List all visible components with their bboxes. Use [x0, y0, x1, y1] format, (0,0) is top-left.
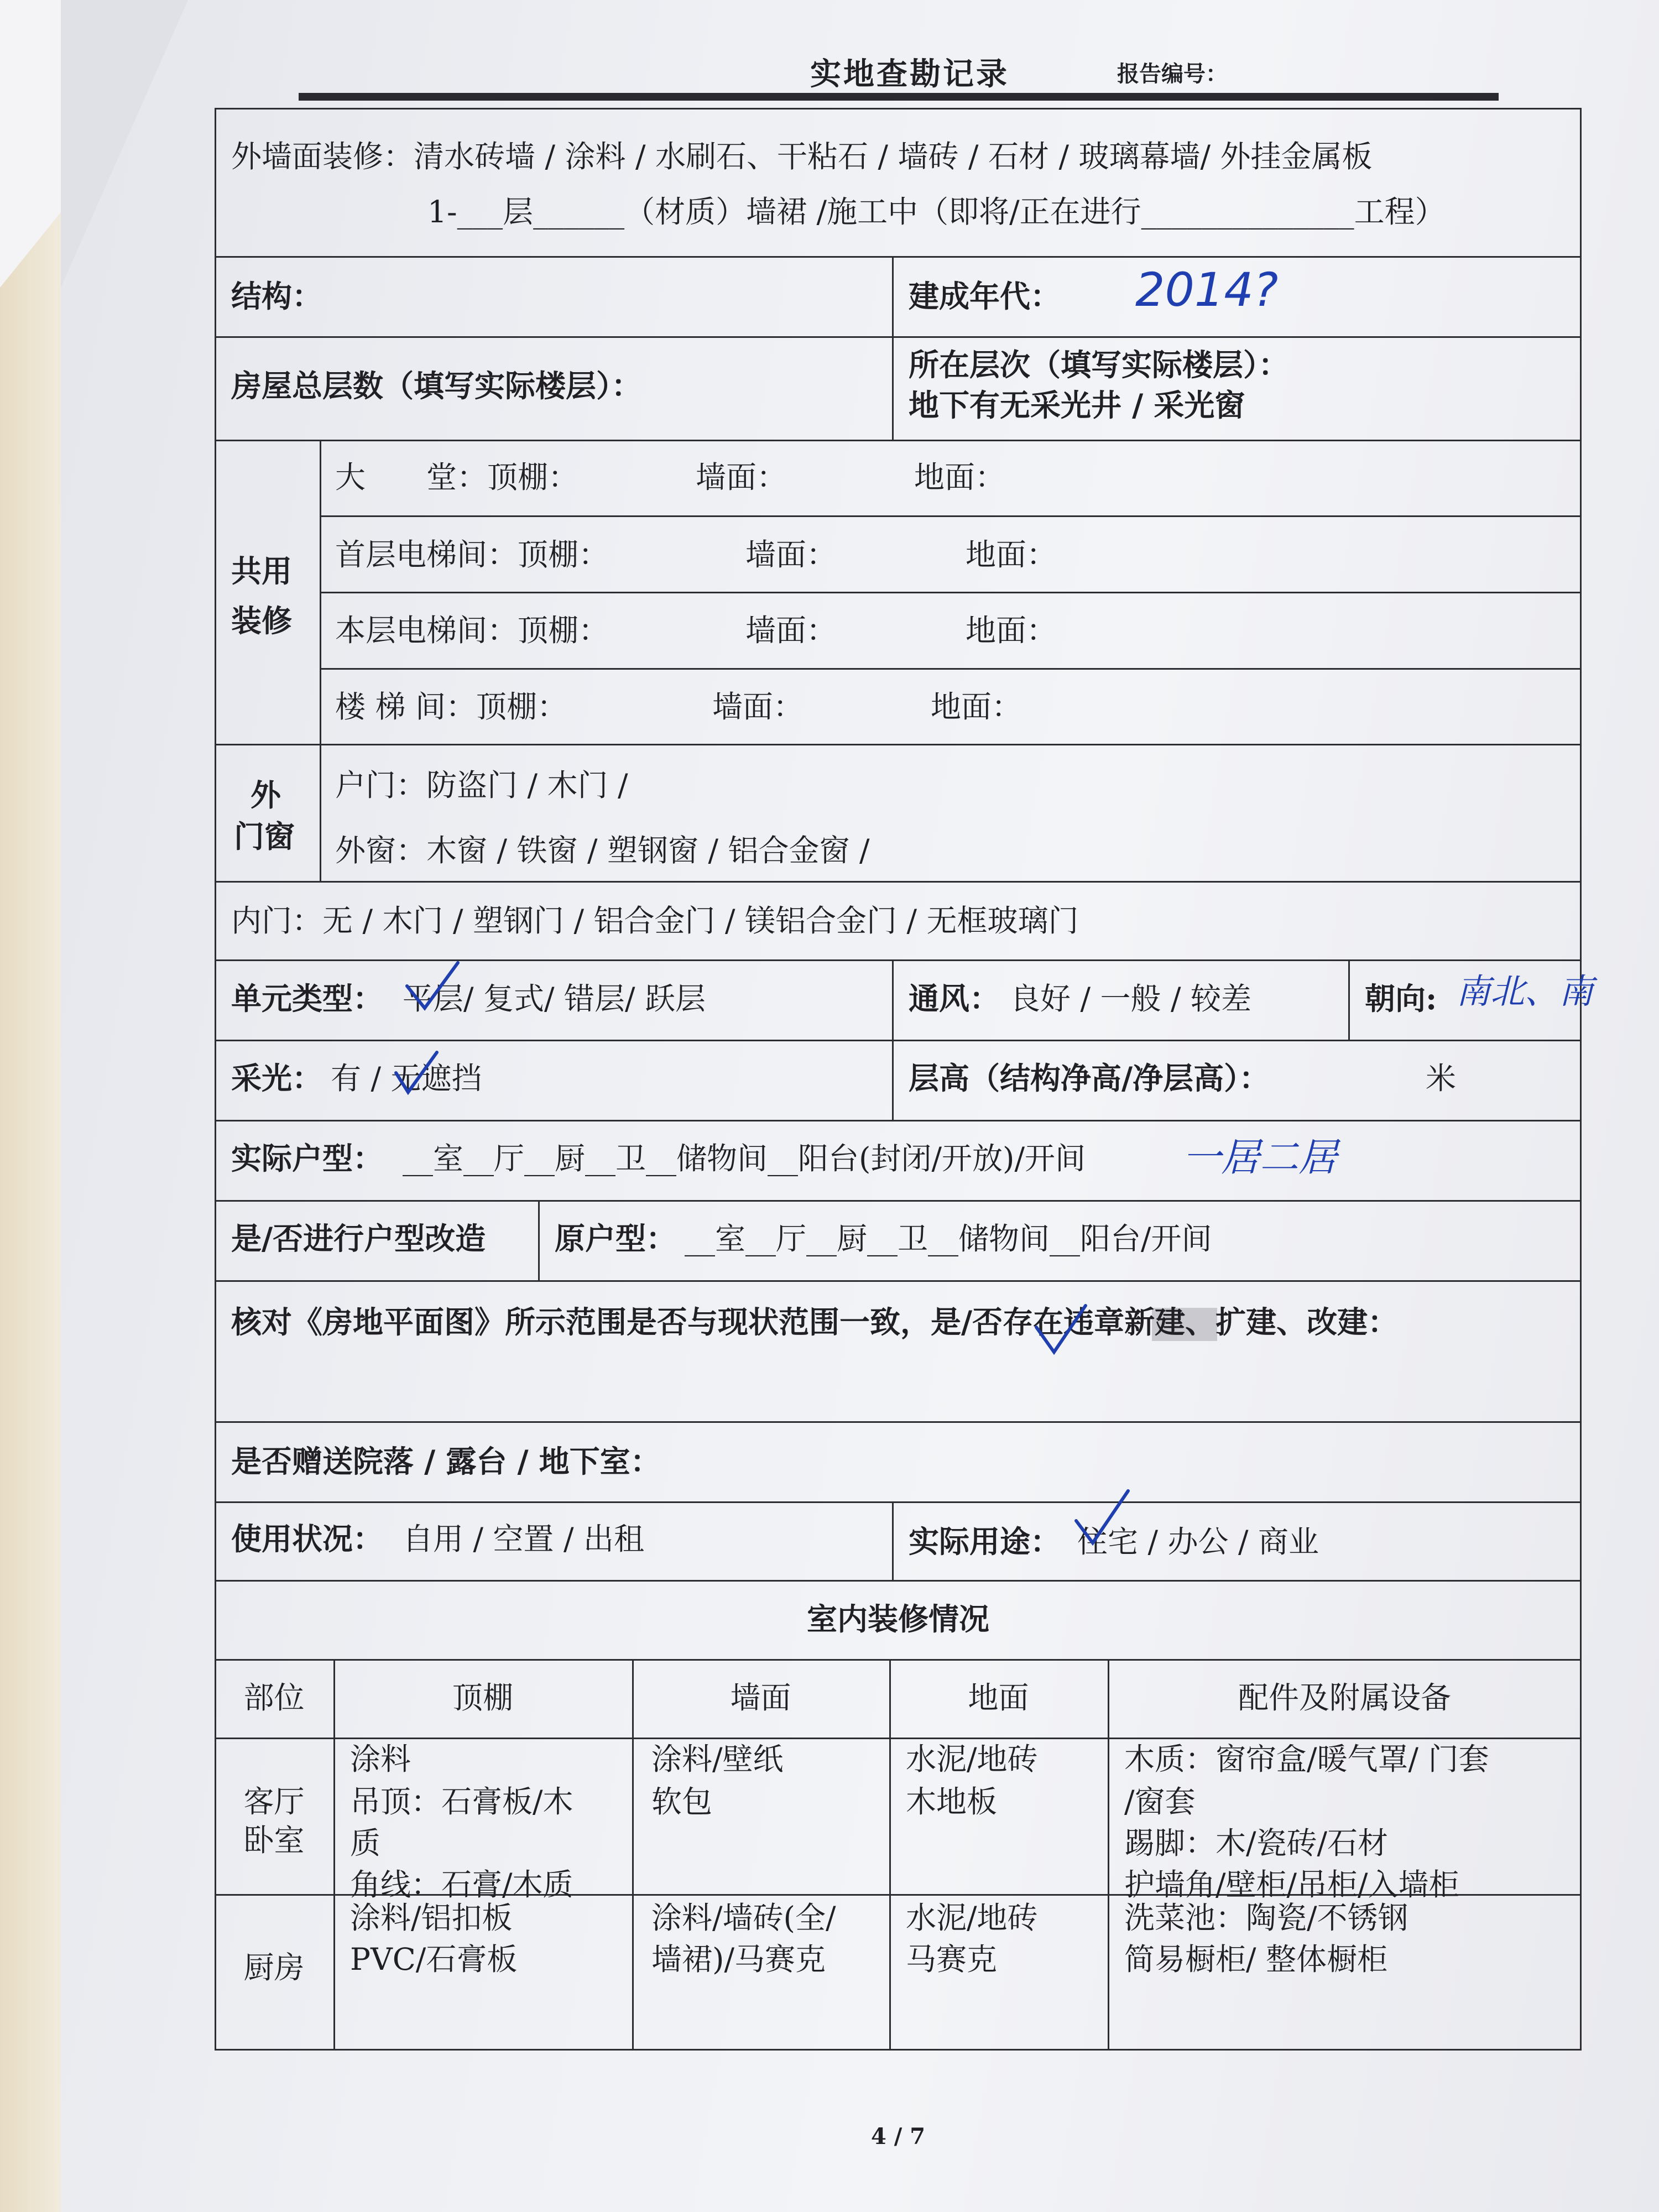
lobby-ceiling-label: 大 堂：顶棚： — [335, 460, 579, 495]
kitchen-ceiling-line: 涂料/铝扣板 — [350, 1900, 513, 1936]
outer-window-options: 外窗：木窗 / 铁窗 / 塑钢窗 / 铝合金窗 / — [335, 833, 870, 868]
basement-light-label: 地下有无采光井 / 采光窗 — [909, 387, 1245, 423]
lighting-label: 采光： — [231, 1060, 323, 1096]
common-section-label: 共用 — [231, 553, 293, 589]
stairwell-wall-label: 墙面： — [712, 689, 804, 724]
kitchen-floor-line: 马赛克 — [906, 1942, 998, 1977]
kitchen-wall-line: 涂料/墙砖(全/ — [651, 1900, 836, 1936]
unit-type-options: 平层/ 复式/ 错层/ 跃层 — [403, 981, 706, 1016]
ground-elevator-floor-label: 地面： — [966, 537, 1057, 572]
page-number: 4 / 7 — [871, 2124, 926, 2150]
report-number-label: 报告编号： — [1117, 61, 1228, 87]
floor-elevator-ceiling-label: 本层电梯间：顶棚： — [335, 613, 609, 648]
interior-header-floor: 地面 — [968, 1680, 1029, 1715]
actual-use-label: 实际用途： — [909, 1524, 1061, 1559]
kitchen-floor-line: 水泥/地砖 — [906, 1900, 1038, 1936]
stairwell-ceiling-label: 楼 梯 间：顶棚： — [335, 689, 567, 724]
ground-elevator-ceiling-label: 首层电梯间：顶棚： — [335, 537, 609, 572]
floor-level-label: 所在层次（填写实际楼层）： — [909, 347, 1289, 383]
floor-elevator-floor-label: 地面： — [966, 613, 1057, 648]
lobby-floor-label: 地面： — [914, 460, 1006, 495]
living-fittings-line: /窗套 — [1124, 1784, 1196, 1819]
grid-line — [215, 1200, 1582, 1202]
living-ceiling-line: 角线：石膏/木质 — [350, 1867, 573, 1902]
grid-line — [215, 744, 1582, 745]
grid-line — [215, 1040, 1582, 1041]
grid-line — [215, 108, 1582, 109]
grid-line — [215, 1659, 1582, 1661]
folded-corner — [61, 0, 188, 288]
grid-line — [215, 440, 1582, 441]
renovation-label: 是/否进行户型改造 — [231, 1220, 486, 1256]
grid-line — [215, 256, 1582, 258]
grid-line — [892, 1501, 894, 1580]
original-layout-label: 原户型： — [555, 1220, 677, 1256]
grid-line — [320, 440, 321, 881]
kitchen-fittings-line: 洗菜池：陶瓷/不锈钢 — [1124, 1900, 1408, 1936]
interior-header-part: 部位 — [243, 1680, 305, 1715]
kitchen-fittings-line: 简易橱柜/ 整体橱柜 — [1124, 1942, 1388, 1977]
outer-openings-label: 外 — [251, 777, 281, 813]
orientation-label: 朝向: — [1365, 980, 1437, 1016]
common-section-label: 装修 — [231, 603, 293, 639]
living-ceiling-line: 涂料 — [350, 1741, 411, 1777]
living-wall-line: 涂料/壁纸 — [651, 1741, 784, 1777]
stairwell-floor-label: 地面： — [931, 689, 1022, 724]
actual-layout-label: 实际户型： — [231, 1140, 384, 1176]
ground-elevator-wall-label: 墙面： — [745, 537, 837, 572]
kitchen-wall-line: 墙裙)/马赛克 — [651, 1942, 826, 1977]
total-floors-label: 房屋总层数（填写实际楼层）： — [231, 368, 642, 404]
lobby-wall-label: 墙面： — [696, 460, 787, 495]
grid-line — [320, 668, 1582, 670]
interior-header-fittings: 配件及附属设备 — [1238, 1680, 1451, 1715]
actual-use-options: 住宅 / 办公 / 商业 — [1077, 1524, 1319, 1559]
gift-question: 是否赠送院落 / 露台 / 地下室： — [231, 1443, 661, 1479]
document-title: 实地查勘记录 — [810, 56, 1009, 92]
inner-door-options: 内门：无 / 木门 / 塑钢门 / 铝合金门 / 镁铝合金门 / 无框玻璃门 — [231, 903, 1079, 938]
checkmark-icon — [403, 958, 463, 1019]
grid-line — [215, 1501, 1582, 1503]
interior-header-wall: 墙面 — [730, 1680, 791, 1715]
entry-door-options: 户门：防盗门 / 木门 / — [335, 768, 628, 803]
checkmark-icon — [392, 1048, 441, 1098]
grid-line — [215, 881, 1582, 883]
exterior-wall-options: 外墙面装修：清水砖墙 / 涂料 / 水刷石、干粘石 / 墙砖 / 石材 / 玻璃幕墙/ 外挂金属板 — [231, 139, 1373, 174]
living-wall-line: 软包 — [651, 1784, 713, 1819]
interior-header-ceiling: 顶棚 — [452, 1680, 513, 1715]
grid-line — [215, 1580, 1582, 1582]
checkmark-icon — [1033, 1302, 1088, 1358]
grid-line — [1580, 108, 1582, 2050]
ventilation-label: 通风： — [909, 980, 1000, 1016]
ventilation-options: 良好 / 一般 / 较差 — [1010, 981, 1251, 1016]
grid-line — [538, 1200, 540, 1280]
build-year-handwritten: 2014? — [1135, 263, 1279, 317]
kitchen-ceiling-line: PVC/石膏板 — [350, 1942, 518, 1977]
living-fittings-line: 木质：窗帘盒/暖气罩/ 门套 — [1124, 1741, 1489, 1777]
floor-height-label: 层高（结构净高/净层高）： — [909, 1060, 1270, 1096]
living-floor-line: 水泥/地砖 — [906, 1741, 1038, 1777]
living-floor-line: 木地板 — [906, 1784, 998, 1819]
grid-line — [889, 1659, 891, 2049]
usage-status-options: 自用 / 空置 / 出租 — [403, 1521, 644, 1557]
exterior-skirting-line: 1-___层______（材质）墙裙 /施工中（即将/正在进行______________工程） — [427, 194, 1446, 229]
room-label-kitchen: 厨房 — [243, 1950, 305, 1985]
outer-openings-label: 门窗 — [234, 818, 295, 854]
room-label-living: 客厅 — [243, 1784, 305, 1819]
grid-line — [320, 592, 1582, 593]
lighting-options: 有 / 无遮挡 — [331, 1061, 482, 1096]
header-rule — [299, 93, 1499, 101]
inspection-form — [215, 108, 1594, 2049]
grid-line — [215, 1280, 1582, 1282]
floor-elevator-wall-label: 墙面： — [745, 613, 837, 648]
floor-height-unit: 米 — [1426, 1061, 1457, 1096]
structure-label: 结构： — [231, 278, 323, 314]
build-year-label: 建成年代： — [909, 278, 1061, 314]
grid-line — [215, 1738, 1582, 1739]
living-ceiling-line: 质 — [350, 1825, 381, 1861]
grid-line — [632, 1659, 634, 2049]
checkmark-icon — [1072, 1488, 1133, 1548]
room-label-bedroom: 卧室 — [243, 1823, 305, 1858]
grid-line — [320, 515, 1582, 517]
grid-line — [1108, 1659, 1109, 2049]
page-header — [299, 44, 1499, 105]
actual-layout-fields: __室__厅__厨__卫__储物间__阳台(封闭/开放)/开间 — [403, 1141, 1086, 1176]
living-ceiling-line: 吊顶：石膏板/木 — [350, 1784, 573, 1819]
plan-verification-question: 核对《房地平面图》所示范围是否与现状范围一致，是/否存在违章新建、扩建、改建： — [231, 1304, 1399, 1340]
living-fittings-line: 踢脚：木/瓷砖/石材 — [1124, 1825, 1389, 1861]
unit-type-label: 单元类型： — [231, 980, 384, 1016]
grid-line — [892, 959, 894, 1120]
grid-line — [215, 108, 216, 2050]
grid-line — [215, 336, 1582, 338]
grid-line — [215, 1120, 1582, 1121]
usage-status-label: 使用状况： — [231, 1521, 384, 1557]
living-fittings-line: 护墙角/壁柜/吊柜/入墙柜 — [1124, 1867, 1459, 1902]
grid-line — [1348, 959, 1350, 1040]
grid-line — [892, 256, 894, 440]
grid-line — [333, 1659, 335, 2049]
orientation-handwritten: 南北、南 — [1456, 971, 1594, 1011]
grid-line — [215, 2049, 1582, 2051]
original-layout-fields: __室__厅__厨__卫__储物间__阳台/开间 — [685, 1221, 1212, 1256]
actual-layout-handwritten: 一居二居 — [1182, 1135, 1337, 1180]
grid-line — [215, 1421, 1582, 1423]
interior-section-title: 室内装修情况 — [806, 1601, 989, 1637]
